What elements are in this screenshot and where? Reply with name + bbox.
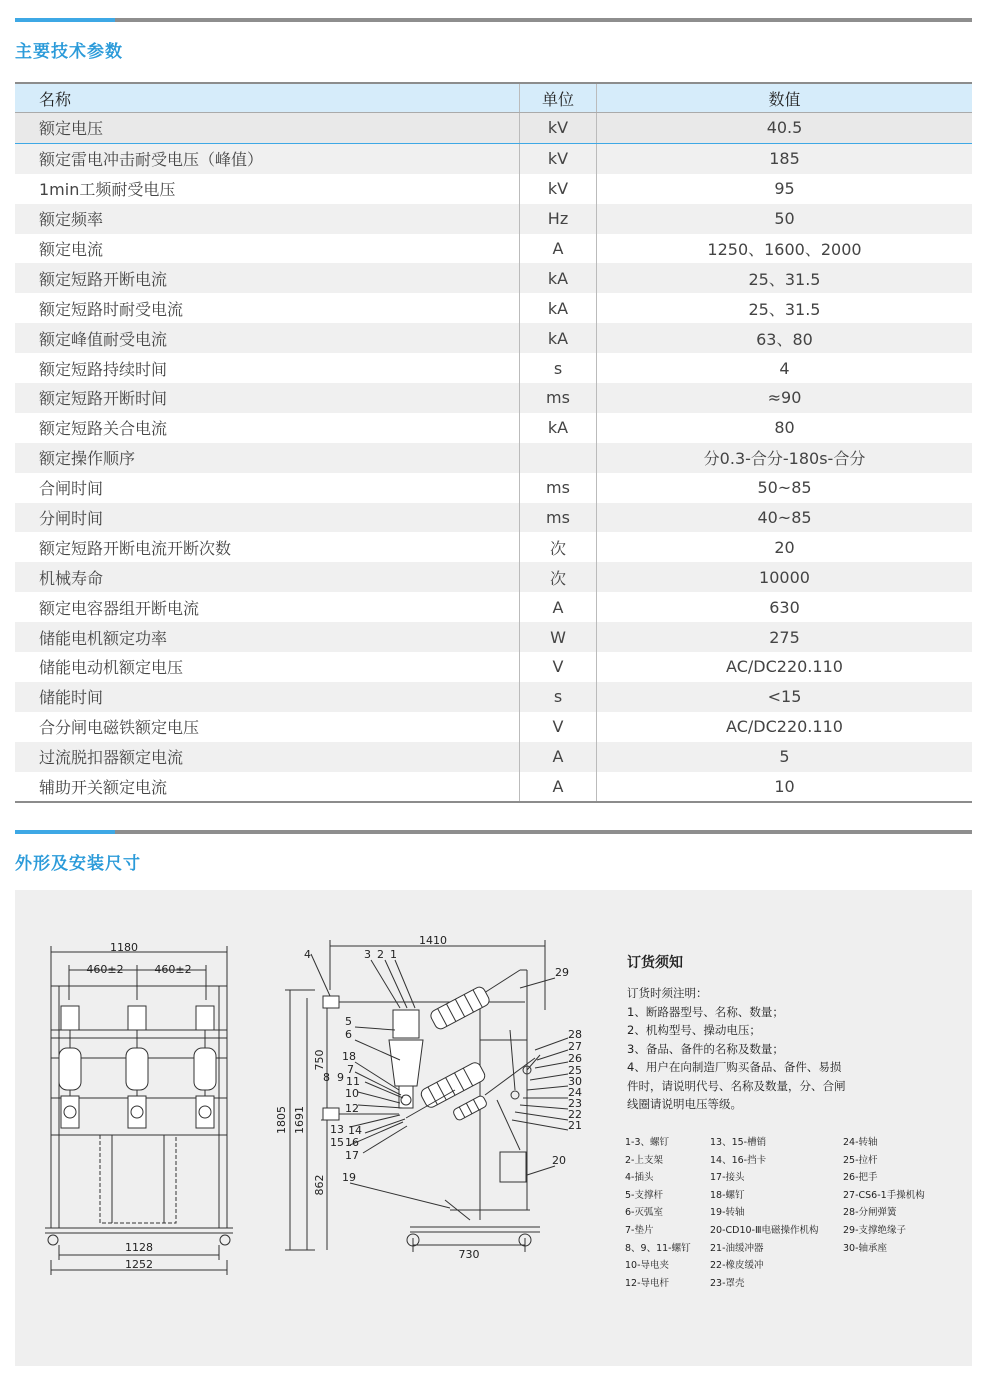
- table-header-row: [15, 83, 972, 113]
- param-value: ≈90: [597, 383, 973, 413]
- dim-862: 862: [313, 1174, 326, 1196]
- dim-1805: 1805: [275, 1106, 288, 1134]
- param-name: 额定短路开断电流: [15, 263, 520, 293]
- legend-item: 6-灭弧室: [625, 1207, 663, 1219]
- legend-item: 4-插头: [625, 1172, 654, 1184]
- dim-1128: 1128: [125, 1241, 153, 1254]
- header-unit: 单位: [520, 83, 597, 113]
- dim-1410: 1410: [419, 934, 447, 947]
- legend-column: [710, 1134, 819, 1292]
- legend-item: 21-油缓冲器: [710, 1242, 764, 1254]
- param-name: 额定短路关合电流: [39, 419, 168, 439]
- legend-item: 24-转轴: [843, 1137, 878, 1148]
- param-unit: [520, 443, 597, 473]
- dim-460-left: 460±2: [86, 963, 124, 976]
- section-title-outline: 外形及安装尺寸: [15, 854, 141, 874]
- table-row: [15, 592, 972, 622]
- table-row: [15, 413, 972, 443]
- callout-label: 18: [342, 1050, 356, 1063]
- param-name: 辅助开关额定电流: [15, 772, 520, 803]
- callout-label: 29: [555, 966, 569, 979]
- header-name: 名称: [15, 83, 520, 113]
- table-row: [15, 353, 972, 383]
- param-value: 5: [597, 742, 973, 772]
- legend-item: 10-导电夹: [625, 1260, 670, 1272]
- order-note-line: 订货时须注明：: [627, 986, 708, 1000]
- legend-item: 20-CD10-Ⅲ电磁操作机构: [710, 1224, 819, 1236]
- callout-label: 15: [330, 1136, 344, 1149]
- params-table-body: [15, 113, 972, 803]
- param-unit: ms: [520, 503, 597, 533]
- param-unit: kV: [520, 174, 597, 204]
- dim-730: 730: [458, 1248, 480, 1261]
- legend-item: 13、15-槽销: [710, 1137, 767, 1148]
- callout-label: 10: [345, 1087, 359, 1100]
- section-divider: [15, 18, 972, 22]
- param-unit: Hz: [520, 204, 597, 234]
- callout-label: 8: [323, 1071, 330, 1084]
- legend-item: 23-罩壳: [710, 1277, 745, 1289]
- callout-label: 2: [377, 948, 384, 961]
- legend-item: 7-垫片: [625, 1224, 654, 1236]
- param-value: 40.5: [597, 113, 973, 144]
- table-row: [15, 234, 972, 264]
- dim-1691: 1691: [293, 1106, 306, 1134]
- legend-item: 29-支撑绝缘子: [843, 1224, 907, 1236]
- param-value: AC/DC220.110: [597, 652, 973, 682]
- order-note-line: 线圈请说明电压等级。: [627, 1097, 742, 1111]
- callout-label: 11: [346, 1075, 360, 1088]
- callout-label: 24: [568, 1086, 582, 1099]
- param-name: 额定峰值耐受电流: [15, 323, 520, 353]
- param-unit: A: [520, 234, 597, 264]
- legend-item: 26-把手: [843, 1172, 878, 1184]
- param-value: 4: [597, 353, 973, 383]
- callout-label: 6: [345, 1028, 352, 1041]
- order-note-line: 2、机构型号、操动电压；: [627, 1023, 761, 1037]
- callout-label: 30: [568, 1075, 582, 1088]
- param-unit: W: [520, 622, 597, 652]
- param-unit: ms: [520, 473, 597, 503]
- legend-item: 18-螺钉: [710, 1189, 745, 1201]
- param-name: 合分闸电磁铁额定电压: [39, 718, 200, 738]
- legend-item: 27-CS6-1手操机构: [843, 1189, 925, 1201]
- param-name: 额定频率: [15, 204, 520, 234]
- order-notes: [627, 952, 957, 1114]
- callout-label: 12: [345, 1102, 359, 1115]
- table-row: [15, 383, 972, 413]
- callout-label: 27: [568, 1040, 582, 1053]
- table-row: [15, 143, 972, 173]
- param-unit: s: [520, 682, 597, 712]
- param-name: 储能电机额定功率: [15, 622, 520, 652]
- legend-item: 14、16-挡卡: [710, 1154, 767, 1166]
- callout-label: 21: [568, 1119, 582, 1132]
- param-unit: A: [520, 742, 597, 772]
- table-row: [15, 323, 972, 353]
- param-unit: ms: [520, 383, 597, 413]
- table-row: [15, 682, 972, 712]
- param-value: 10000: [597, 562, 973, 592]
- param-name: 额定短路持续时间: [39, 359, 168, 379]
- param-unit: A: [520, 592, 597, 622]
- drawing-panel: [15, 890, 972, 1366]
- table-row: [15, 652, 972, 682]
- param-name: 分闸时间: [15, 503, 520, 533]
- legend-column: [625, 1134, 691, 1292]
- param-value: 95: [597, 174, 973, 204]
- header-value: 数值: [597, 83, 973, 113]
- param-unit: A: [520, 772, 597, 803]
- param-value: 80: [597, 413, 973, 443]
- param-unit: s: [520, 353, 597, 383]
- callout-label: 4: [304, 948, 311, 961]
- callout-label: 9: [337, 1071, 344, 1084]
- param-value: 25、31.5: [597, 293, 973, 323]
- param-name: 储能时间: [15, 682, 520, 712]
- table-row: [15, 712, 972, 742]
- param-name: 额定短路开断时间: [15, 383, 520, 413]
- param-name: 额定操作顺序: [15, 443, 520, 473]
- param-name: 额定短路开断电流开断次数: [39, 538, 232, 558]
- param-unit: kA: [520, 263, 597, 293]
- param-value: AC/DC220.110: [597, 712, 973, 742]
- param-unit: V: [520, 712, 597, 742]
- dim-750: 750: [313, 1049, 326, 1071]
- param-unit: kA: [520, 293, 597, 323]
- param-name: 额定雷电冲击耐受电压（峰值）: [15, 143, 520, 173]
- table-row: [15, 113, 972, 144]
- param-unit: kV: [520, 113, 597, 144]
- order-note-line: 4、用户在向制造厂购买备品、备件、易损: [627, 1060, 842, 1074]
- param-unit: 次: [520, 532, 597, 562]
- order-note-line: 3、备品、备件的名称及数量；: [627, 1041, 784, 1056]
- param-value: 10: [597, 772, 973, 803]
- param-value: 275: [597, 622, 973, 652]
- table-row: [15, 263, 972, 293]
- param-name: 储能电动机额定电压: [39, 658, 184, 678]
- callout-label: 26: [568, 1052, 582, 1065]
- legend-item: 12-导电杆: [625, 1277, 670, 1289]
- table-row: [15, 772, 972, 803]
- callout-label: 16: [345, 1136, 359, 1149]
- table-row: [15, 532, 972, 562]
- param-name: 额定电容器组开断电流: [39, 598, 200, 618]
- legend-item: 19-转轴: [710, 1207, 745, 1219]
- param-name: 额定短路时耐受电流: [39, 299, 184, 319]
- param-unit: V: [520, 652, 597, 682]
- dim-460-right: 460±2: [154, 963, 192, 976]
- table-row: [15, 742, 972, 772]
- callout-label: 25: [568, 1064, 582, 1077]
- table-row: [15, 204, 972, 234]
- param-value: 50: [597, 204, 973, 234]
- callout-label: 13: [330, 1123, 344, 1136]
- legend-item: 22-橡皮缓冲: [710, 1260, 764, 1272]
- legend-item: 28-分闸弹簧: [843, 1207, 897, 1219]
- order-note-line: 件时，请说明代号、名称及数量，分、合闸: [627, 1078, 846, 1093]
- table-row: [15, 622, 972, 652]
- legend-column: [843, 1134, 925, 1257]
- callout-label: 28: [568, 1028, 582, 1041]
- legend-item: 17-接头: [710, 1172, 745, 1184]
- section-divider: [15, 830, 972, 834]
- param-name: 1min工频耐受电压: [39, 180, 176, 200]
- callout-label: 1: [390, 948, 397, 961]
- param-name: 额定电流: [39, 240, 104, 259]
- param-value: 40~85: [597, 503, 973, 533]
- param-unit: 次: [520, 562, 597, 592]
- table-row: [15, 174, 972, 204]
- callout-label: 14: [348, 1124, 362, 1137]
- dim-1252: 1252: [125, 1258, 153, 1271]
- param-value: 50~85: [597, 473, 973, 503]
- param-value: 分0.3-合分-180s-合分: [597, 443, 973, 473]
- legend-item: 2-上支架: [625, 1154, 663, 1166]
- legend-item: 30-轴承座: [843, 1242, 888, 1254]
- param-value: 1250、1600、2000: [597, 234, 973, 264]
- param-unit: kA: [520, 413, 597, 443]
- order-note-line: 1、断路器型号、名称、数量；: [627, 1004, 784, 1019]
- legend-item: 5-支撑杆: [625, 1189, 663, 1201]
- front-view: [45, 946, 233, 1275]
- side-view: [285, 940, 568, 1252]
- param-value: 25、31.5: [597, 263, 973, 293]
- param-name: 额定电压: [15, 113, 520, 144]
- callout-label: 17: [345, 1149, 359, 1162]
- param-name: 过流脱扣器额定电流: [15, 742, 520, 772]
- legend-item: 25-拉杆: [843, 1154, 878, 1166]
- callout-label: 5: [345, 1015, 352, 1028]
- legend-item: 1-3、螺钉: [625, 1137, 670, 1148]
- dim-1180: 1180: [110, 941, 138, 954]
- param-value: 630: [597, 592, 973, 622]
- section-title-params: 主要技术参数: [15, 42, 123, 62]
- param-name: 机械寿命: [15, 562, 520, 592]
- table-row: [15, 293, 972, 323]
- table-row: [15, 562, 972, 592]
- callout-label: 3: [364, 948, 371, 961]
- param-value: 20: [597, 532, 973, 562]
- callout-label: 20: [552, 1154, 566, 1167]
- table-row: [15, 473, 972, 503]
- param-unit: kV: [520, 143, 597, 173]
- callout-label: 7: [347, 1063, 354, 1076]
- callout-label: 22: [568, 1108, 582, 1121]
- param-value: <15: [597, 682, 973, 712]
- callout-label: 19: [342, 1171, 356, 1184]
- param-name: 合闸时间: [39, 479, 104, 499]
- param-unit: kA: [520, 323, 597, 353]
- callout-label: 23: [568, 1097, 582, 1110]
- param-value: 63、80: [597, 323, 973, 353]
- legend-item: 8、9、11-螺钉: [625, 1242, 691, 1254]
- order-notes-title: 订货须知: [627, 955, 683, 971]
- params-table: [15, 82, 972, 803]
- table-row: [15, 443, 972, 473]
- table-row: [15, 503, 972, 533]
- param-value: 185: [597, 143, 973, 173]
